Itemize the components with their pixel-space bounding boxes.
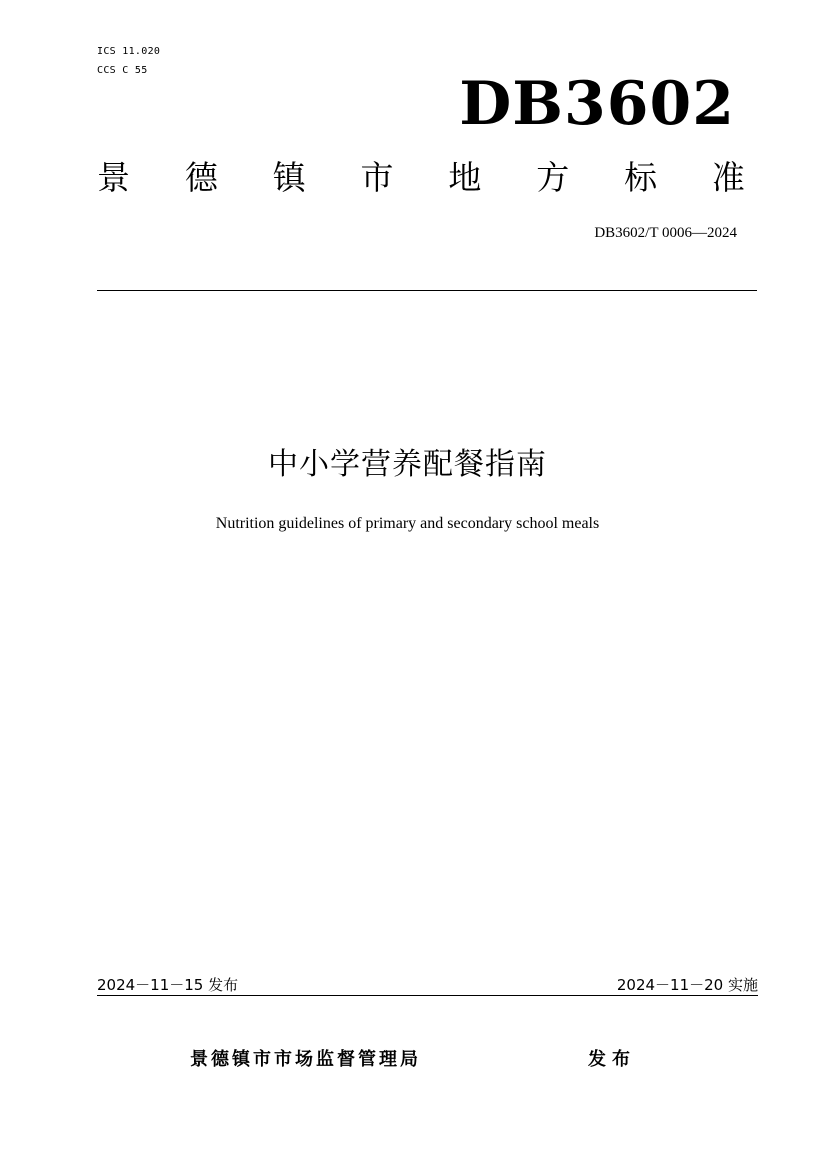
standard-number: DB3602/T 0006—2024: [594, 225, 737, 241]
issue-date: 2024－11－15 发布: [97, 976, 239, 994]
implementation-date: 2024－11－20 实施: [616, 976, 758, 994]
ics-code: ICS 11.020: [97, 46, 161, 57]
standard-type-char: 标: [624, 158, 658, 197]
standard-logo: DB3602: [459, 69, 735, 139]
document-title-cn: 中小学营养配餐指南: [268, 447, 547, 482]
standard-type-char: 镇: [272, 158, 306, 197]
ccs-code: CCS C 55: [97, 65, 148, 76]
bottom-divider: [97, 995, 758, 996]
document-title-en: Nutrition guidelines of primary and secondary school meals: [215, 515, 600, 532]
top-divider: [97, 290, 757, 291]
standard-type-char: 德: [184, 158, 218, 197]
standard-type-char: 地: [448, 158, 482, 197]
standard-type-char: 景: [97, 158, 130, 197]
standard-type-char: 市: [360, 158, 394, 197]
standard-type-char: 准: [711, 158, 745, 197]
standard-type-char: 方: [536, 158, 570, 197]
standard-type-heading: [97, 156, 745, 200]
issued-label: 发布: [588, 1049, 636, 1070]
issuing-authority: 景德镇市市场监督管理局: [190, 1049, 421, 1070]
classification-codes: [97, 42, 160, 80]
